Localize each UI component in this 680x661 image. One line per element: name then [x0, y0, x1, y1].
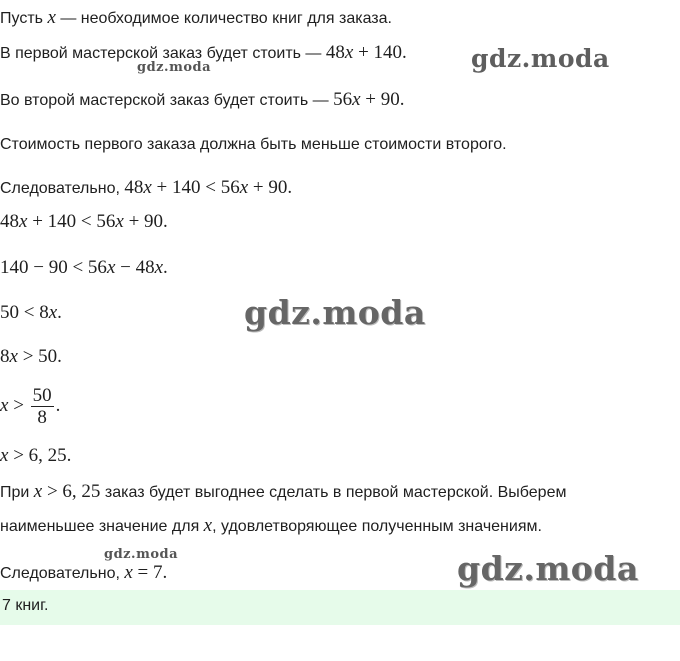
math: 50 < 8 — [0, 302, 49, 323]
math-var: x — [344, 42, 354, 63]
watermark: gdz.moda — [471, 44, 610, 73]
math: + 140 < 56 — [27, 211, 116, 232]
solution-line-8 — [0, 302, 62, 325]
watermark: gdz.moda — [137, 60, 212, 75]
watermark: gdz.moda — [104, 547, 179, 562]
math-var: x — [124, 562, 133, 583]
math: + 90. — [360, 89, 405, 110]
solution-line-14 — [0, 562, 167, 585]
math: + 90. — [123, 211, 168, 232]
math: + 90. — [248, 177, 293, 198]
math-var: x — [19, 211, 28, 232]
solution-line-13 — [0, 515, 542, 538]
math-var: x — [352, 89, 361, 110]
math: > — [8, 395, 29, 416]
math: > 50. — [17, 346, 62, 367]
math-var: x — [154, 257, 164, 278]
math-var: x — [203, 515, 213, 536]
math: + 140 < 56 — [151, 177, 240, 198]
answer-box — [0, 590, 680, 625]
math: 140 − 90 < 56 — [0, 257, 107, 278]
math-var: x — [33, 481, 43, 502]
solution-line-6 — [0, 211, 168, 234]
text: наименьшее значение для — [0, 518, 204, 535]
text: — необходимое количество книг для заказа. — [55, 10, 392, 27]
solution-line-5 — [0, 177, 292, 200]
math: 48 — [124, 177, 144, 198]
math: + 140. — [353, 42, 407, 63]
solution-line-3 — [0, 89, 404, 112]
math-var: x — [48, 302, 58, 323]
math-var: x — [0, 445, 9, 466]
text: Следовательно, — [0, 180, 125, 197]
math: . — [57, 302, 62, 323]
math: 48 — [325, 42, 345, 63]
solution-line-1 — [0, 7, 392, 30]
math: 56 — [333, 89, 353, 110]
fraction-denominator: 8 — [37, 406, 47, 428]
solution-line-10 — [0, 382, 60, 431]
watermark: gdz.moda — [244, 293, 426, 332]
text: Стоимость первого заказа должна быть меньше стоимости второго. — [0, 136, 507, 153]
solution-line-11 — [0, 445, 71, 468]
math: 8 — [0, 346, 10, 367]
math-var: x — [9, 346, 18, 367]
fraction-numerator: 50 — [32, 384, 52, 406]
math-var: x — [106, 257, 116, 278]
math: > 6, 25. — [8, 445, 72, 466]
math: 48 — [0, 211, 19, 232]
math-var: x — [239, 177, 249, 198]
text: , удовлетворяющее полученным значениям. — [212, 518, 542, 535]
math: > 6, 25 — [42, 481, 101, 502]
text: Пусть — [0, 10, 48, 27]
math-var: x — [115, 211, 124, 232]
watermark: gdz.moda — [457, 549, 639, 588]
math: . — [163, 257, 168, 278]
math: . — [55, 395, 61, 416]
solution-line-9 — [0, 346, 62, 369]
solution-line-7 — [0, 257, 168, 280]
text: При — [0, 484, 34, 501]
math-var: x — [0, 395, 9, 416]
math: = 7. — [132, 562, 168, 583]
math-var: x — [47, 7, 56, 28]
solution-line-12 — [0, 481, 566, 504]
text: Следовательно, — [0, 565, 125, 582]
answer-text: 7 книг. — [2, 597, 49, 614]
text: Во второй мастерской заказ будет стоить — — [0, 92, 334, 109]
fraction — [31, 385, 54, 429]
solution-line-4 — [0, 134, 507, 156]
math-var: x — [143, 177, 152, 198]
text: заказ будет выгоднее сделать в первой мастерской. Выберем — [100, 484, 567, 501]
text: В первой мастерской заказ будет стоить — — [0, 45, 326, 62]
math: − 48 — [115, 257, 155, 278]
